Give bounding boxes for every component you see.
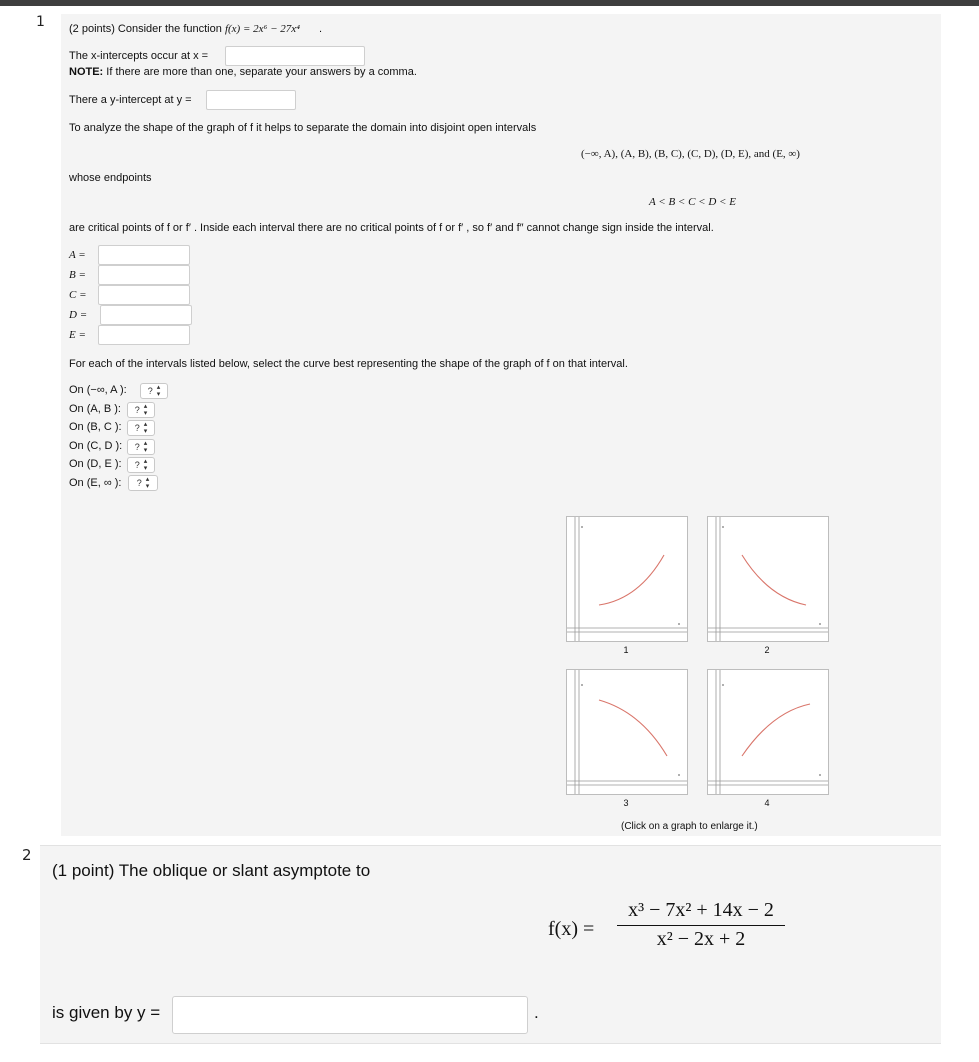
graph-1-plot [567, 517, 687, 641]
select-value: ? [134, 460, 140, 470]
denominator: x² − 2x + 2 [656, 928, 746, 950]
answer-label: is given by y = [52, 1003, 161, 1022]
note-line [69, 66, 417, 78]
problem-2-prompt: (1 point) The oblique or slant asymptote to [52, 861, 371, 880]
fraction [617, 899, 785, 951]
critical-points-text: are critical points of f or f′ . Inside each interval there are no critical points of f or f′ , so f′ and f″ cannot change sign inside the interval. [69, 222, 714, 234]
updown-icon: ▴ ▾ [143, 458, 148, 472]
input-c[interactable] [98, 285, 190, 305]
label-c: C = [69, 289, 87, 301]
x-intercepts-label: The x-intercepts occur at x = [69, 50, 209, 62]
header-prefix: (2 points) Consider the function [69, 23, 222, 35]
interval-label-1: On (−∞, A ): [69, 384, 127, 396]
intervals-expression: (−∞, A), (A, B), (B, C), (C, D), (D, E), and (E, ∞) [581, 148, 800, 160]
graph-option-1[interactable] [566, 516, 688, 642]
graph-option-3[interactable] [566, 669, 688, 795]
note-text: If there are more than one, separate your answers by a comma. [106, 66, 417, 78]
graph-3-plot [567, 670, 687, 794]
updown-icon: ▴ ▾ [143, 421, 148, 435]
graph-option-4[interactable] [707, 669, 829, 795]
function-expression: f(x) = 2x⁶ − 27x⁴ [224, 23, 300, 35]
label-e: E = [69, 329, 86, 341]
graph-1-curve [599, 555, 664, 605]
input-a[interactable] [98, 245, 190, 265]
enlarge-hint: (Click on a graph to enlarge it.) [621, 821, 758, 832]
interval-select-1[interactable] [140, 383, 168, 399]
interval-label-4: On (C, D ): [69, 440, 123, 452]
interval-label-5: On (D, E ): [69, 458, 122, 470]
interval-label-2: On (A, B ): [69, 403, 121, 415]
whose-endpoints-text: whose endpoints [69, 172, 152, 184]
label-b: B = [69, 269, 86, 281]
graph-3-curve [599, 700, 667, 756]
endpoint-order: A < B < C < D < E [649, 196, 736, 208]
graph-option-2[interactable] [707, 516, 829, 642]
numerator: x³ − 7x² + 14x − 2 [628, 899, 774, 921]
interval-select-6[interactable] [128, 475, 158, 491]
graph-caption-1: 1 [623, 645, 629, 655]
trailing-period: . [534, 1003, 539, 1022]
interval-select-5[interactable] [127, 457, 155, 473]
select-value: ? [134, 423, 140, 433]
problem-1-header [69, 23, 322, 35]
select-value: ? [147, 386, 153, 396]
updown-icon: ▴ ▾ [156, 384, 161, 398]
interval-label-3: On (B, C ): [69, 421, 122, 433]
interval-select-2[interactable] [127, 402, 155, 418]
graph-2-plot [708, 517, 828, 641]
updown-icon: ▴ ▾ [143, 403, 148, 417]
graph-4-curve [742, 704, 810, 756]
label-d: D = [69, 309, 88, 321]
analyze-text: To analyze the shape of the graph of f it helps to separate the domain into disjoint open intervals [69, 122, 537, 134]
input-e[interactable] [98, 325, 190, 345]
asymptote-input[interactable] [172, 996, 528, 1034]
interval-select-3[interactable] [127, 420, 155, 436]
interval-label-6: On (E, ∞ ): [69, 477, 122, 489]
updown-icon: ▴ ▾ [143, 440, 148, 454]
interval-select-4[interactable] [127, 439, 155, 455]
input-b[interactable] [98, 265, 190, 285]
y-intercept-label: There a y-intercept at y = [69, 94, 192, 106]
problem-2-panel [40, 845, 941, 1044]
margin-mark-1: 1 [36, 14, 45, 30]
fraction-bar [617, 925, 785, 926]
label-a: A = [69, 249, 86, 261]
select-value: ? [134, 442, 140, 452]
updown-icon: ▴ ▾ [145, 476, 150, 490]
select-value: ? [134, 405, 140, 415]
header-suffix: . [319, 23, 323, 35]
note-label: NOTE: [69, 66, 104, 78]
graph-2-curve [742, 555, 806, 605]
margin-mark-2: 2 [22, 846, 32, 864]
select-instruction: For each of the intervals listed below, select the curve best representing the shape of the graph of f on that interval. [69, 358, 628, 370]
x-intercepts-input[interactable] [225, 46, 365, 66]
y-intercept-input[interactable] [206, 90, 296, 110]
graph-4-plot [708, 670, 828, 794]
problem-1-panel [61, 14, 941, 836]
function-lhs: f(x) = [548, 918, 595, 940]
graph-caption-3: 3 [623, 798, 629, 808]
graph-caption-2: 2 [764, 645, 770, 655]
graph-caption-4: 4 [764, 798, 770, 808]
input-d[interactable] [100, 305, 192, 325]
top-bar [0, 0, 979, 6]
select-value: ? [136, 478, 142, 488]
